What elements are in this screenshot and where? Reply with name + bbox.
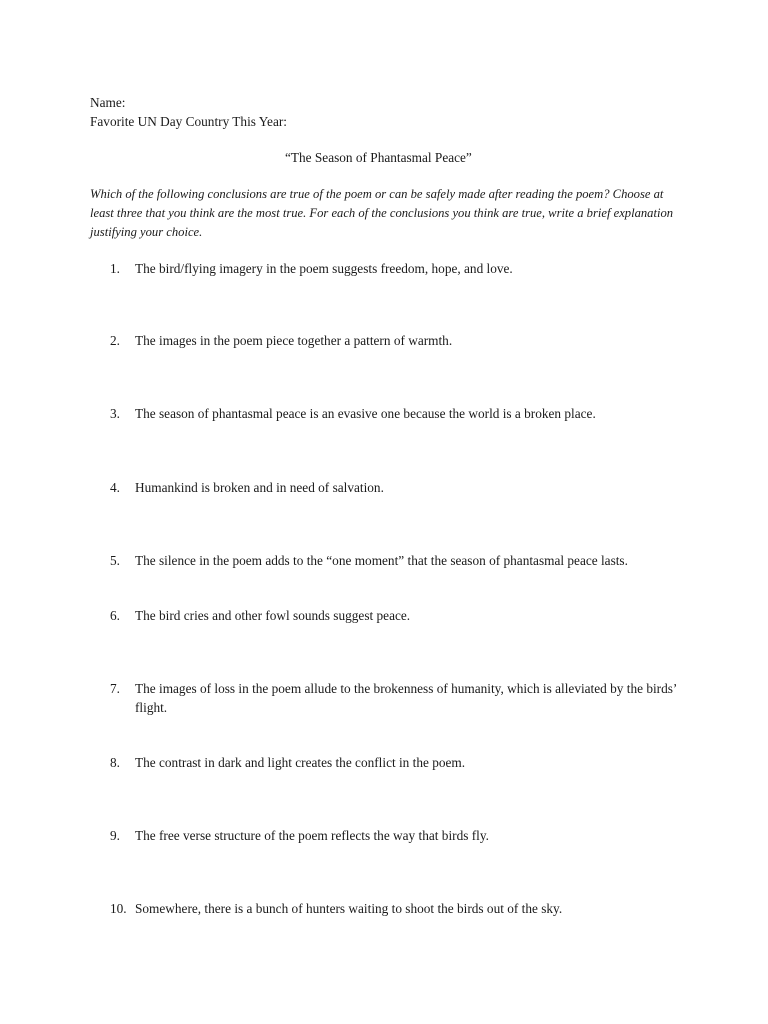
poem-title: “The Season of Phantasmal Peace” (285, 150, 472, 165)
item-text: The bird/flying imagery in the poem suggests freedom, hope, and love. (135, 261, 513, 276)
item-number: 2. (110, 333, 120, 348)
item-text: The free verse structure of the poem reflects the way that birds fly. (135, 828, 489, 843)
item-number: 1. (110, 261, 120, 276)
item-number: 6. (110, 608, 120, 623)
item-number: 5. (110, 553, 120, 568)
item-text: Humankind is broken and in need of salvation. (135, 480, 384, 495)
item-number: 4. (110, 480, 120, 495)
item-text: Somewhere, there is a bunch of hunters waiting to shoot the birds out of the sky. (135, 901, 563, 916)
item-text: The season of phantasmal peace is an evasive one because the world is a broken place. (135, 406, 596, 421)
favorite-country-label: Favorite UN Day Country This Year: (90, 114, 287, 129)
name-label: Name: (90, 95, 126, 110)
instructions: Which of the following conclusions are true of the poem or can be safely made after reading the poem? Choose at least three that you think are the most true. For each of the conclusions you think are true, write a brief explanation justifying your choice. (90, 187, 674, 239)
item-number: 10. (110, 901, 127, 916)
item-number: 8. (110, 755, 120, 770)
item-text: The silence in the poem adds to the “one moment” that the season of phantasmal peace lasts. (135, 553, 628, 568)
item-text: The images of loss in the poem allude to the brokenness of humanity, which is alleviated by the birds’ flight. (135, 681, 677, 715)
item-text: The images in the poem piece together a pattern of warmth. (135, 333, 453, 348)
item-number: 9. (110, 828, 120, 843)
item-number: 3. (110, 406, 120, 421)
item-number: 7. (110, 681, 120, 696)
item-text: The contrast in dark and light creates the conflict in the poem. (135, 755, 466, 770)
item-text: The bird cries and other fowl sounds suggest peace. (135, 608, 411, 623)
